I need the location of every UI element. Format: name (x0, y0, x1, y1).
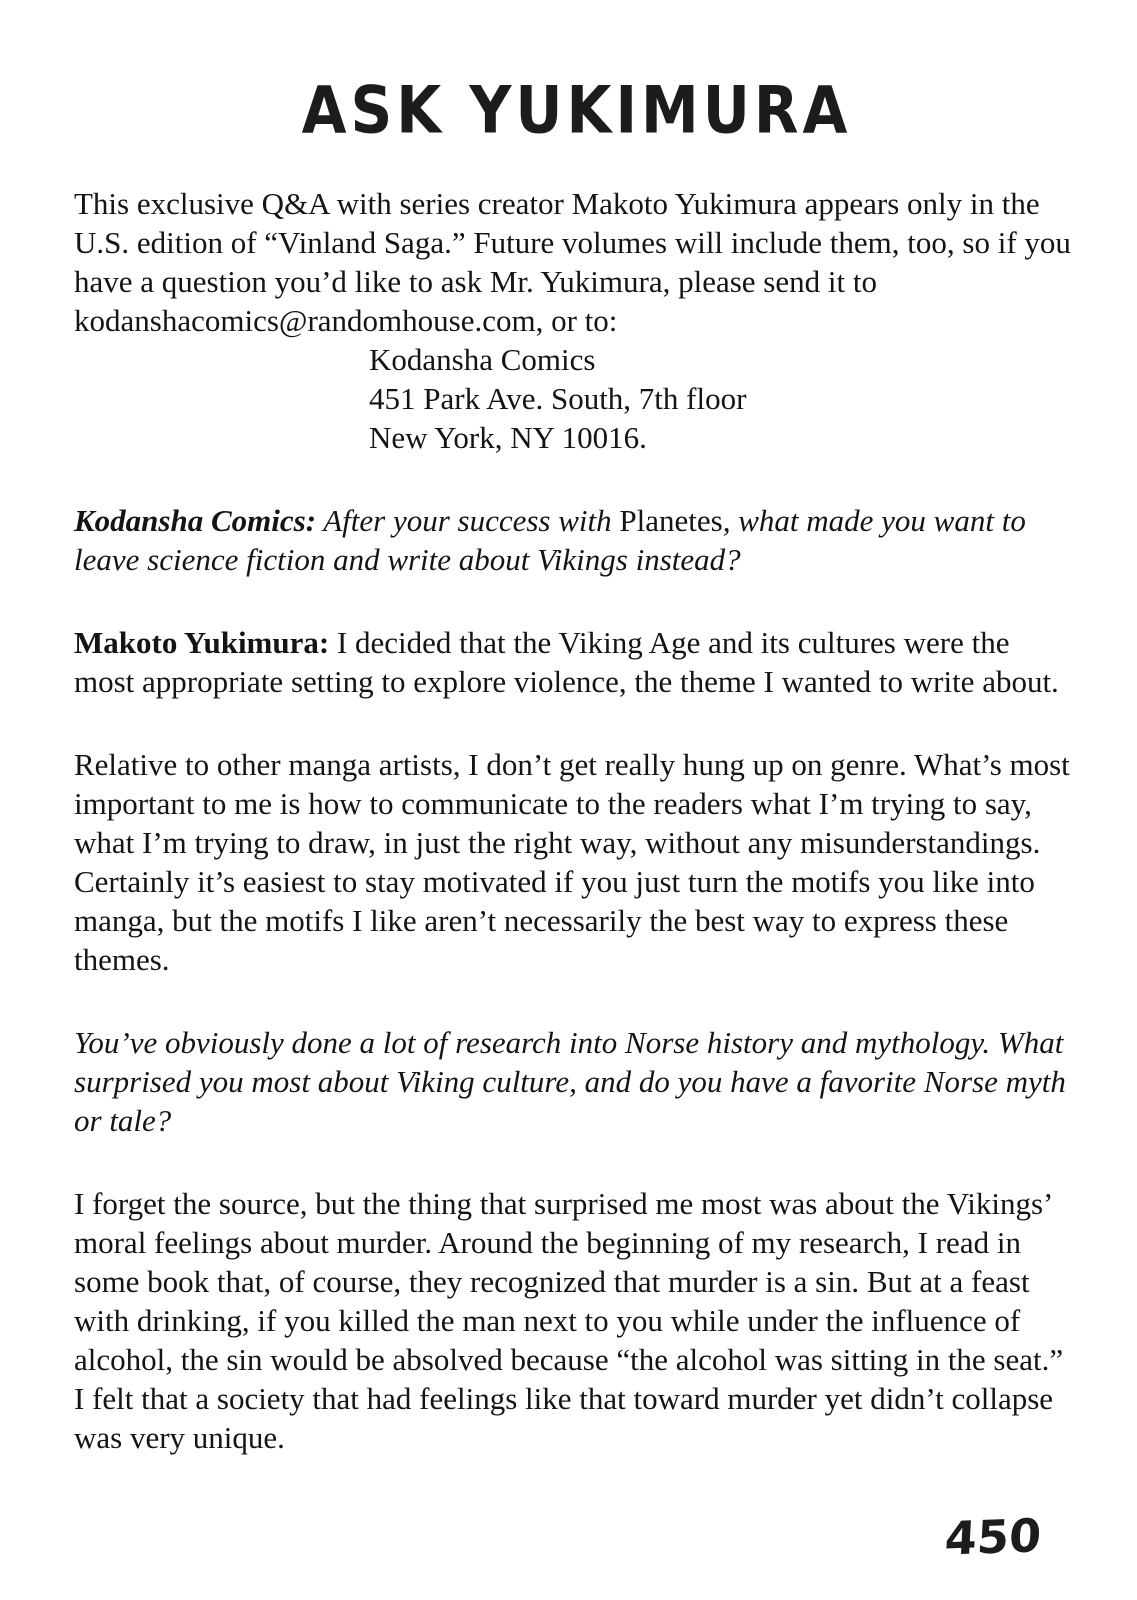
answer-1-text: I decided that the Viking Age and its cultures were the most appropriate setting to explore violence, the theme I wanted to write about. (74, 625, 1059, 699)
question-1-rest: , what made you want to leave science fiction and write about Vikings instead? (74, 503, 1026, 577)
question-1-lead-in: After your success with (316, 503, 620, 538)
answer-2: I forget the source, but the thing that surprised me most was about the Vikings’ moral feelings about murder. Around the beginning of my research, I read in some book that, of course, they recognized that murder is a sin. But at a feast with drinking, if you killed the man next to you while under the influence of alcohol, the sin would be absolved because “the alcohol was sitting in the seat.” I felt that a society that had feelings like that toward murder yet didn’t collapse was very unique. (74, 1186, 1064, 1455)
answer-1 (74, 623, 1074, 701)
article-body (74, 184, 1074, 1457)
mailing-address (74, 340, 1074, 457)
intro-paragraph: This exclusive Q&A with series creator Makoto Yukimura appears only in the U.S. edition of “Vinland Saga.” Future volumes will include them, too, so if you have a question you’d like to ask Mr. Yukimura, please send it to kodanshacomics@randomhouse.com, or to: (74, 186, 1071, 338)
page-title: ASK YUKIMURA (301, 72, 852, 149)
answer-1-speaker: Makoto Yukimura: (74, 625, 330, 660)
question-2: You’ve obviously done a lot of research into Norse history and mythology. What surprised you most about Viking culture, and do you have a favorite Norse myth or tale? (74, 1025, 1066, 1138)
question-1-work-title: Planetes (619, 503, 723, 538)
answer-1-continued: Relative to other manga artists, I don’t get really hung up on genre. What’s most important to me is how to communicate to the readers what I’m trying to say, what I’m trying to draw, in just the right way, without any misunderstandings. Certainly it’s easiest to stay motivated if you just turn the motifs you like into manga, but the motifs I like aren’t necessarily the best way to express these themes. (74, 747, 1070, 977)
address-line-1: Kodansha Comics (369, 342, 596, 377)
question-1 (74, 501, 1074, 579)
address-line-2: 451 Park Ave. South, 7th floor (369, 381, 747, 416)
intro-block (74, 184, 1074, 457)
address-line-3: New York, NY 10016. (369, 420, 647, 455)
question-1-speaker: Kodansha Comics: (74, 503, 317, 538)
page-number: 450 (943, 1508, 1043, 1566)
